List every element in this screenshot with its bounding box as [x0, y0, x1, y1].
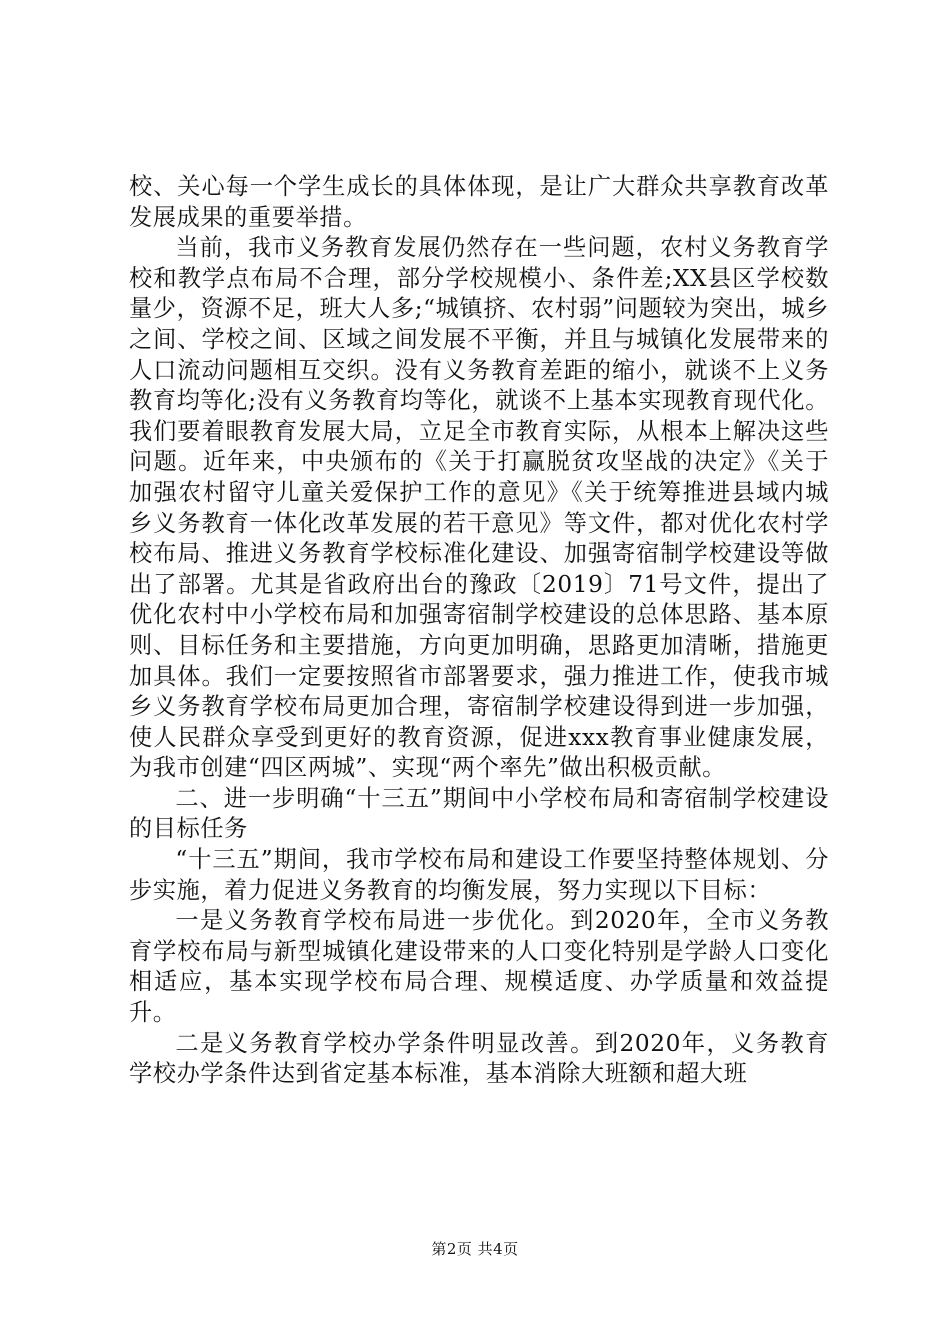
paragraph: “十三五”期间，我市学校布局和建设工作要坚持整体规划、分步实施，着力促进义务教育的均衡发展，努力实现以下目标： — [129, 846, 829, 904]
section-heading: 二、进一步明确“十三五”期间中小学校布局和寄宿制学校建设的目标任务 — [129, 784, 829, 843]
page-footer — [0, 1239, 950, 1259]
paragraph: 当前，我市义务教育发展仍然存在一些问题，农村义务教育学校和教学点布局不合理，部分学校规模小、条件差;XX县区学校数量少，资源不足，班大人多;“城镇挤、农村弱”问题较为突出，城乡之间、学校之间、区域之间发展不平衡，并且与城镇化发展带来的人口流动问题相互交织。没有义务教育差距的缩小，就谈不上义务教育均等化;没有义务教育均等化，就谈不上基本实现教育现代化。我们要着眼教育发展大局，立足全市教育实际，从根本上解决这些问题。近年来，中央颁布的《关于打赢脱贫攻坚战的决定》《关于加强农村留守儿童关爱保护工作的意见》《关于统筹推进县域内城乡义务教育一体化改革发展的若干意见》等文件，都对优化农村学校布局、推进义务教育学校标准化建设、加强寄宿制学校建设等做出了部署。尤其是省政府出台的豫政〔2019〕71号文件，提出了优化农村中小学校布局和加强寄宿制学校建设的总体思路、基本原则、目标任务和主要措施，方向更加明确，思路更加清晰，措施更加具体。我们一定要按照省市部署要求，强力推进工作，使我市城乡义务教育学校布局更加合理，寄宿制学校建设得到进一步加强，使人民群众享受到更好的教育资源，促进xxx教育事业健康发展，为我市创建“四区两城”、实现“两个率先”做出积极贡献。 — [129, 234, 829, 782]
paragraph: 校、关心每一个学生成长的具体体现，是让广大群众共享教育改革发展成果的重要举措。 — [129, 173, 829, 231]
document-body — [129, 172, 829, 1090]
paragraph: 二是义务教育学校办学条件明显改善。到2020年，义务教育学校办学条件达到省定基本标准，基本消除大班额和超大班 — [129, 1029, 829, 1088]
paragraph: 一是义务教育学校布局进一步优化。到2020年，全市义务教育学校布局与新型城镇化建设带来的人口变化特别是学龄人口变化相适应，基本实现学校布局合理、规模适度、办学质量和效益提升。 — [129, 907, 829, 1027]
page-number: 第2页 共4页 — [431, 1240, 519, 1258]
